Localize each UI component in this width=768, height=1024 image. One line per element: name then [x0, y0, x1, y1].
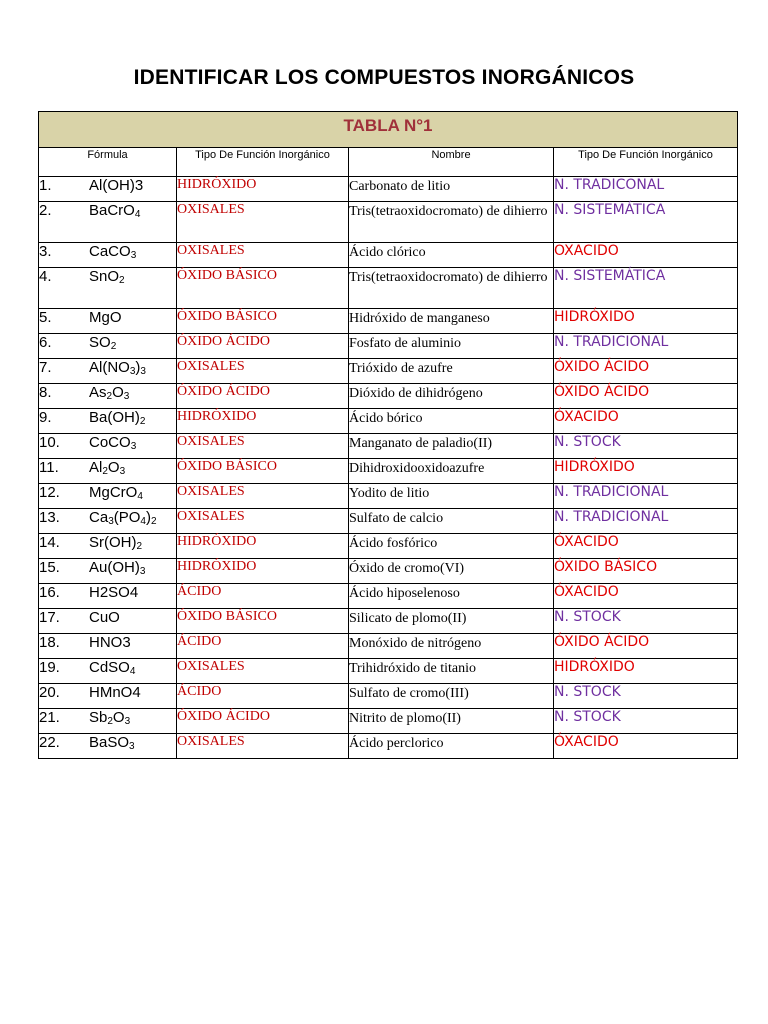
table-row [39, 384, 738, 409]
tipo-cell: ÓXIDO ÁCIDO [177, 334, 349, 359]
nombre-cell: Fosfato de aluminio [349, 334, 554, 359]
row-number: 9. [39, 409, 52, 426]
formula [89, 434, 136, 451]
formula [89, 334, 116, 351]
row-number: 4. [39, 268, 52, 285]
table-row [39, 334, 738, 359]
header-nombre: Nombre [349, 148, 554, 177]
formula-subscript: 4 [137, 491, 143, 502]
formula-subscript: 3 [129, 366, 136, 377]
formula-cell [39, 268, 177, 309]
formula-text: CuO [89, 609, 120, 626]
nombre-cell: Manganato de paladio(II) [349, 434, 554, 459]
formula-text: ) [145, 509, 151, 526]
tipo-cell: OXISALES [177, 509, 349, 534]
nombre-cell: Dihidroxidooxidoazufre [349, 459, 554, 484]
formula [89, 484, 143, 501]
formula-cell [39, 243, 177, 268]
formula-text: ) [135, 359, 141, 376]
nombre-cell: Tris(tetraoxidocromato) de dihierro [349, 268, 554, 309]
formula-text: HNO3 [89, 634, 131, 651]
row-number: 7. [39, 359, 52, 376]
row-number: 11. [39, 459, 59, 476]
formula-text: Al(OH)3 [89, 177, 144, 194]
resultado-cell: HIDRÓXIDO [554, 309, 738, 334]
row-number: 21. [39, 709, 60, 726]
formula-cell [39, 334, 177, 359]
header-tipo-2: Tipo De Función Inorgánico [554, 148, 738, 177]
formula-cell [39, 359, 177, 384]
nombre-cell: Sulfato de calcio [349, 509, 554, 534]
formula-text: O [112, 709, 125, 726]
formula-cell [39, 659, 177, 684]
table-body [39, 177, 738, 759]
formula-subscript: 2 [119, 275, 125, 286]
nombre-cell: Ácido clórico [349, 243, 554, 268]
formula-cell [39, 534, 177, 559]
nombre-cell: Carbonato de litio [349, 177, 554, 202]
header-tipo: Tipo De Función Inorgánico [177, 148, 349, 177]
nombre-cell: Dióxido de dihidrógeno [349, 384, 554, 409]
formula-text: MgCrO [89, 484, 138, 501]
table-row [39, 709, 738, 734]
table-row [39, 559, 738, 584]
resultado-cell: ÓXACIDO [554, 534, 738, 559]
row-number: 10. [39, 434, 60, 451]
formula-subscript: 3 [139, 566, 146, 577]
formula-cell [39, 384, 177, 409]
document-title: IDENTIFICAR LOS COMPUESTOS INORGÁNICOS [133, 66, 635, 89]
resultado-cell: HIDRÓXIDO [554, 459, 738, 484]
table-row [39, 634, 738, 659]
formula [89, 734, 135, 751]
nombre-cell: Sulfato de cromo(III) [349, 684, 554, 709]
row-number: 1. [39, 177, 52, 194]
formula-text: MgO [89, 309, 122, 326]
formula-cell [39, 684, 177, 709]
formula [89, 659, 135, 676]
formula-cell [39, 584, 177, 609]
formula-cell [39, 509, 177, 534]
formula-subscript: 3 [130, 250, 137, 261]
formula-text: O [112, 384, 124, 401]
table-title: TABLA N°1 [343, 115, 433, 135]
table-row [39, 177, 738, 202]
formula-cell [39, 634, 177, 659]
formula-text: HMnO4 [89, 684, 141, 701]
formula-subscript: 2 [102, 466, 108, 477]
formula-text: As [89, 384, 107, 401]
resultado-cell: ÓXIDO ÁCIDO [554, 384, 738, 409]
tipo-cell: ÁCIDO [177, 584, 349, 609]
nombre-cell: Yodito de litio [349, 484, 554, 509]
formula-cell [39, 709, 177, 734]
formula-text: BaSO [89, 734, 130, 751]
row-number: 6. [39, 334, 52, 351]
table-row [39, 534, 738, 559]
nombre-cell: Ácido perclorico [349, 734, 554, 759]
formula-subscript: 2 [110, 341, 117, 352]
formula-text: Ca [89, 509, 109, 526]
nombre-cell: Monóxido de nitrógeno [349, 634, 554, 659]
resultado-cell: ÓXACIDO [554, 584, 738, 609]
table-row [39, 684, 738, 709]
tipo-cell: ÓXIDO BÁSICO [177, 609, 349, 634]
resultado-cell: N. STOCK [554, 709, 738, 734]
formula [89, 684, 141, 701]
resultado-cell: ÓXIDO ÁCIDO [554, 634, 738, 659]
tipo-cell: OXISALES [177, 659, 349, 684]
formula-cell [39, 559, 177, 584]
row-number: 8. [39, 384, 52, 401]
table-row [39, 409, 738, 434]
formula-subscript: 3 [123, 391, 130, 402]
formula-subscript: 2 [106, 391, 113, 402]
formula-cell [39, 609, 177, 634]
resultado-cell: N. TRADICIONAL [554, 484, 738, 509]
tipo-cell: OXISALES [177, 243, 349, 268]
tipo-cell: ÓXIDO BÁSICO [177, 309, 349, 334]
formula [89, 509, 157, 526]
formula [89, 202, 140, 219]
formula-cell [39, 484, 177, 509]
tipo-cell: OXISALES [177, 359, 349, 384]
table-row [39, 268, 738, 309]
row-number: 18. [39, 634, 60, 651]
table-row [39, 202, 738, 243]
row-number: 2. [39, 202, 52, 219]
tipo-cell: ÓXIDO BÁSICO [177, 268, 349, 309]
formula-cell [39, 734, 177, 759]
nombre-cell: Tris(tetraoxidocromato) de dihierro [349, 202, 554, 243]
formula-cell [39, 177, 177, 202]
tipo-cell: ÁCIDO [177, 684, 349, 709]
resultado-cell: N. SISTEMÁTICA [554, 268, 738, 309]
formula [89, 534, 142, 551]
nombre-cell: Ácido bórico [349, 409, 554, 434]
formula-cell [39, 409, 177, 434]
resultado-cell: N. STOCK [554, 434, 738, 459]
nombre-cell: Óxido de cromo(VI) [349, 559, 554, 584]
row-number: 16. [39, 584, 60, 601]
formula [89, 359, 146, 376]
resultado-cell: N. STOCK [554, 684, 738, 709]
formula [89, 384, 129, 401]
formula-subscript: 4 [129, 666, 136, 677]
formula-text: Sr(OH) [89, 534, 137, 551]
nombre-cell: Ácido hiposelenoso [349, 584, 554, 609]
table-row [39, 734, 738, 759]
formula-subscript: 2 [139, 416, 146, 427]
tipo-cell: HIDRÓXIDO [177, 177, 349, 202]
resultado-cell: N. TRADICIONAL [554, 509, 738, 534]
formula [89, 609, 120, 626]
formula [89, 409, 145, 426]
tipo-cell: ÓXIDO ÁCIDO [177, 384, 349, 409]
tipo-cell: HIDRÓXIDO [177, 534, 349, 559]
formula-text: H2SO4 [89, 584, 139, 601]
row-number: 14. [39, 534, 60, 551]
tipo-cell: OXISALES [177, 734, 349, 759]
formula-subscript: 3 [119, 466, 126, 477]
formula [89, 584, 138, 601]
formula-text: Al(NO [89, 359, 130, 376]
formula [89, 177, 143, 194]
formula-text: CaCO [89, 243, 131, 260]
table-title-band [39, 112, 738, 148]
formula-subscript: 3 [108, 516, 114, 527]
row-number: 12. [39, 484, 60, 501]
row-number: 22. [39, 734, 60, 751]
formula-subscript: 4 [134, 209, 141, 220]
row-number: 15. [39, 559, 60, 576]
resultado-cell: N. TRADICIONAL [554, 334, 738, 359]
table-row [39, 609, 738, 634]
resultado-cell: N. TRADICONAL [554, 177, 738, 202]
formula [89, 268, 125, 285]
resultado-cell: HIDRÓXIDO [554, 659, 738, 684]
formula-text: Au(OH) [89, 559, 140, 576]
resultado-cell: ÓXACIDO [554, 409, 738, 434]
formula-text: Al [89, 459, 103, 476]
table-row [39, 509, 738, 534]
formula-text: SO [89, 334, 111, 351]
row-number: 20. [39, 684, 60, 701]
table-row [39, 484, 738, 509]
formula-subscript: 2 [150, 516, 157, 527]
formula [89, 459, 125, 476]
table-row [39, 359, 738, 384]
formula-subscript: 2 [107, 716, 113, 727]
table-row [39, 309, 738, 334]
row-number: 19. [39, 659, 60, 676]
tipo-cell: ÁCIDO [177, 634, 349, 659]
formula-subscript: 3 [130, 441, 137, 452]
table-row [39, 659, 738, 684]
nombre-cell: Silicato de plomo(II) [349, 609, 554, 634]
formula-text: SnO [89, 268, 120, 285]
tipo-cell: OXISALES [177, 434, 349, 459]
table-row [39, 459, 738, 484]
resultado-cell: ÓXACIDO [554, 734, 738, 759]
nombre-cell: Ácido fosfórico [349, 534, 554, 559]
nombre-cell: Trihidróxido de titanio [349, 659, 554, 684]
tipo-cell: HIDRÓXIDO [177, 409, 349, 434]
nombre-cell: Trióxido de azufre [349, 359, 554, 384]
formula-text: O [107, 459, 120, 476]
header-formula: Fórmula [39, 148, 177, 177]
formula-text: Sb [89, 709, 108, 726]
formula-subscript: 3 [140, 366, 146, 377]
tipo-cell: HIDRÓXIDO [177, 559, 349, 584]
compounds-table [38, 111, 738, 759]
formula-subscript: 2 [136, 541, 143, 552]
resultado-cell: ÓXIDO BÁSICO [554, 559, 738, 584]
tipo-cell: OXISALES [177, 202, 349, 243]
resultado-cell: ÓXIDO ÁCIDO [554, 359, 738, 384]
formula-cell [39, 434, 177, 459]
table-row [39, 243, 738, 268]
formula-cell [39, 459, 177, 484]
tipo-cell: OXISALES [177, 484, 349, 509]
row-number: 3. [39, 243, 52, 260]
formula [89, 243, 136, 260]
formula-text: BaCrO [89, 202, 135, 219]
formula [89, 634, 131, 651]
nombre-cell: Nitrito de plomo(II) [349, 709, 554, 734]
resultado-cell: OXACIDO [554, 243, 738, 268]
formula [89, 559, 145, 576]
row-number: 13. [39, 509, 60, 526]
row-number: 5. [39, 309, 52, 326]
formula-subscript: 3 [129, 741, 135, 752]
formula [89, 309, 122, 326]
formula-text: CoCO [89, 434, 131, 451]
tipo-cell: ÓXIDO ÁCIDO [177, 709, 349, 734]
formula-text: (PO [113, 509, 141, 526]
formula-cell [39, 202, 177, 243]
table-row [39, 434, 738, 459]
formula-text: Ba(OH) [89, 409, 140, 426]
resultado-cell: N. SISTEMÁTICA [554, 202, 738, 243]
formula [89, 709, 130, 726]
nombre-cell: Hidróxido de manganeso [349, 309, 554, 334]
formula-subscript: 4 [140, 516, 146, 527]
formula-cell [39, 309, 177, 334]
row-number: 17. [39, 609, 60, 626]
resultado-cell: N. STOCK [554, 609, 738, 634]
formula-subscript: 3 [124, 716, 131, 727]
formula-text: CdSO [89, 659, 130, 676]
table-row [39, 584, 738, 609]
tipo-cell: ÓXIDO BÁSICO [177, 459, 349, 484]
